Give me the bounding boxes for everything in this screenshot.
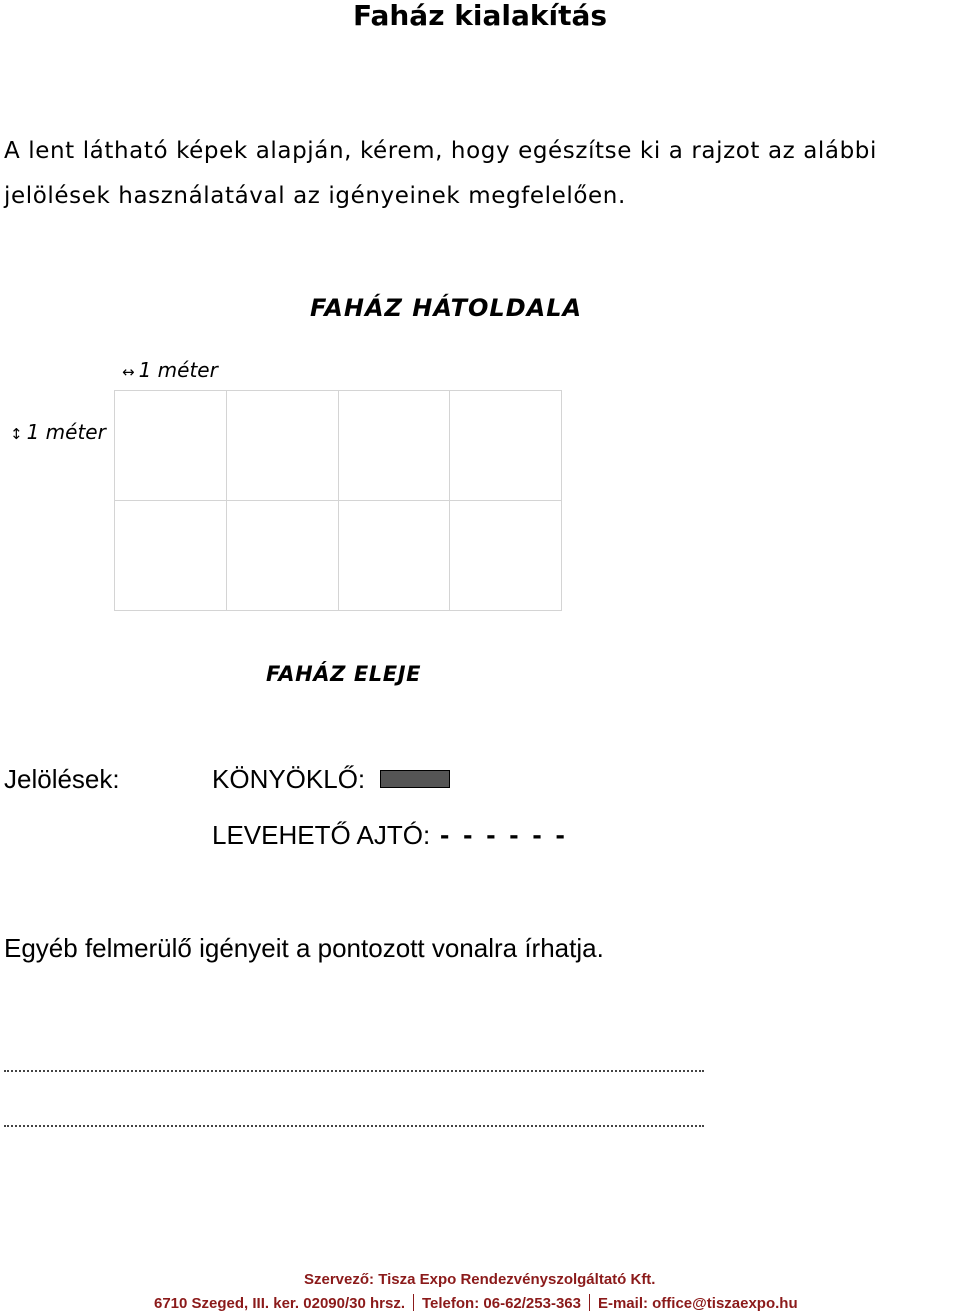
- door-symbol: - - - - - -: [440, 819, 568, 850]
- footer-separator: [589, 1294, 590, 1311]
- door-legend-label: LEVEHETŐ AJTÓ:: [212, 820, 431, 850]
- back-side-label: FAHÁZ HÁTOLDALA: [310, 294, 583, 322]
- legend-label: Jelölések:: [4, 764, 120, 794]
- grid-cell[interactable]: [339, 501, 451, 611]
- sill-symbol: [380, 770, 450, 788]
- horizontal-scale-text: 1 méter: [138, 358, 218, 382]
- intro-line-1: A lent látható képek alapján, kérem, hogy egészítse ki a rajzot az alábbi: [4, 138, 878, 164]
- notes-dotted-line-2[interactable]: [4, 1125, 704, 1127]
- horizontal-scale-label: [122, 358, 218, 382]
- notes-prompt: Egyéb felmerülő igényeit a pontozott vonalra írhatja.: [4, 933, 604, 963]
- vertical-scale-text: 1 méter: [26, 420, 106, 444]
- grid-cell[interactable]: [450, 391, 562, 501]
- grid-cell[interactable]: [227, 391, 339, 501]
- footer-phone: Telefon: 06-62/253-363: [422, 1295, 581, 1312]
- footer-contact: [154, 1294, 798, 1312]
- front-side-label: FAHÁZ ELEJE: [266, 662, 422, 686]
- cabin-floor-grid[interactable]: [114, 390, 562, 611]
- footer-separator: [413, 1294, 414, 1311]
- vertical-arrow-icon: ↕: [10, 425, 23, 443]
- footer-organizer: Szervező: Tisza Expo Rendezvényszolgáltató Kft.: [304, 1271, 656, 1288]
- notes-dotted-line-1[interactable]: [4, 1070, 704, 1072]
- sill-legend-label: KÖNYÖKLŐ:: [212, 764, 366, 794]
- vertical-scale-label: [10, 420, 106, 444]
- page-title: Faház kialakítás: [352, 0, 608, 32]
- grid-cell[interactable]: [450, 501, 562, 611]
- grid-cell[interactable]: [339, 391, 451, 501]
- horizontal-arrow-icon: ↔: [122, 363, 135, 381]
- grid-cell[interactable]: [227, 501, 339, 611]
- grid-cell[interactable]: [115, 391, 227, 501]
- footer-email[interactable]: E-mail: office@tiszaexpo.hu: [597, 1295, 798, 1312]
- intro-line-2: jelölések használatával az igényeinek megfelelően.: [4, 183, 626, 209]
- grid-cell[interactable]: [115, 501, 227, 611]
- footer-address: 6710 Szeged, III. ker. 02090/30 hrsz.: [154, 1295, 405, 1312]
